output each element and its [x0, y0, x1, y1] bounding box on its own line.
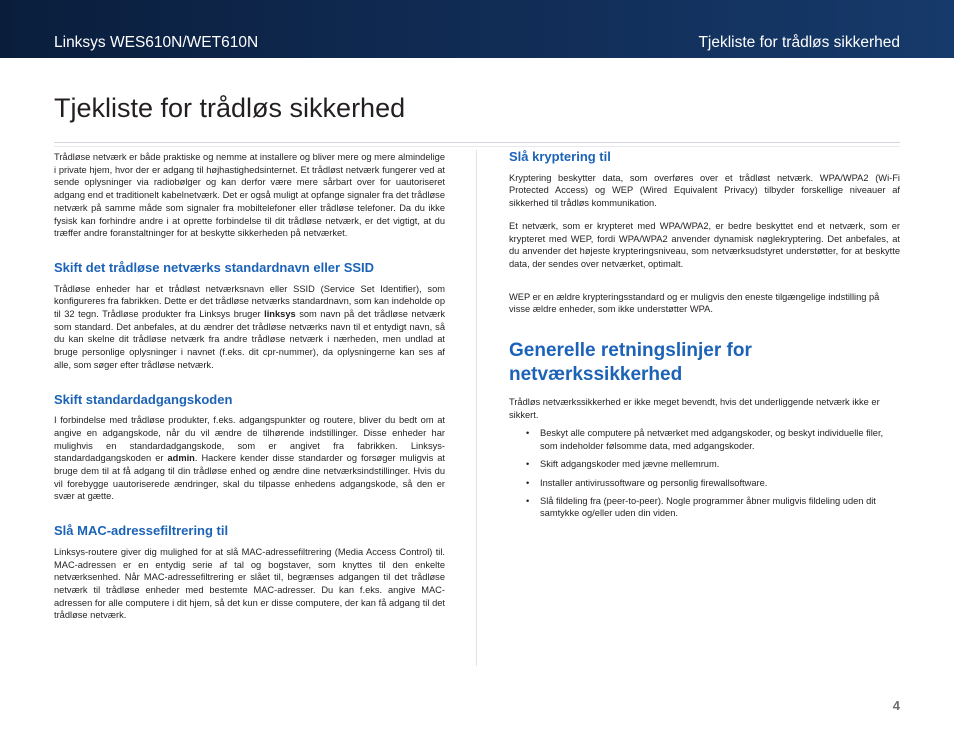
encryption-paragraph-2: Et netværk, som er krypteret med WPA/WPA2, er bedre beskyttet end et netværk, som er krypteret med WEP, fordi WPA/WPA2 anvender dynamisk nøglekryptering. Det anbefales, at du anvender det højeste krypteringsniveau, som netværksudstyret understøtter, for at beskytte data, der sendes over netværket, optimalt.	[509, 220, 900, 269]
section-name: Tjekliste for trådløs sikkerhed	[698, 34, 900, 51]
encryption-heading: Slå kryptering til	[509, 149, 611, 164]
general-intro-paragraph: Trådløs netværkssikkerhed er ikke meget bevendt, hvis det underliggende netværk ikke er sikkert.	[509, 397, 880, 420]
list-item-text: Slå fildeling fra (peer-to-peer). Nogle programmer åbner muligvis fildeling uden dit samtykke og/eller uden din viden.	[540, 495, 876, 519]
intro-paragraph: Trådløse netværk er både praktiske og nemme at installere og bliver mere og mere almindelige i private hjem, hvor der er adgang til højhastighedsinternet. Et trådløst netværk fungerer ved at sende oplysninger via radiobølger og kan derfor være mere sårbart over for uautoriseret adgang end et traditionelt kabelnetværk. Det er også muligt at opfange signaler fra det trådløse netværk på samme måde som signaler fra mobiltelefoner eller trådløse telefoner. Da du ikke fysisk kan forhindre andre i at oprette forbindelse til dit trådløse netværk, er det vigtigt, at du træffer andre foranstaltninger for at beskytte sikkerheden på netværket.	[54, 152, 445, 239]
guideline-list	[509, 427, 900, 520]
encryption-paragraph-1: Kryptering beskytter data, som overføres over et trådløst netværk. WPA/WPA2 (Wi-Fi Protected Access) og WEP (Wired Equivalent Privacy) tilbyder forskellige niveauer af sikkerhed til trådløs kommunikation.	[509, 172, 900, 209]
ssid-text-part2: som navn på det trådløse netværk som standard. Det anbefales, at du ændrer det trådløse netværks navn til et entydigt navn, så du kan skelne dit trådløse netværk fra andre trådløse netværk i nærheden, men undlad at bruge personlige oplysninger i navnet (f.eks. dit cpr-nummer), da oplysningerne kan ses af alle, som søger efter trådløse netværk.	[54, 309, 446, 370]
title-divider	[54, 142, 900, 143]
list-item	[509, 458, 900, 471]
mac-filter-heading: Slå MAC-adressefiltrering til	[54, 523, 229, 539]
page-number: 4	[892, 698, 900, 713]
title-divider-secondary	[54, 146, 900, 147]
bullet-icon: •	[526, 495, 530, 506]
page-header	[0, 0, 954, 58]
list-item-text: Skift adgangskoder med jævne mellemrum.	[540, 459, 720, 470]
default-password: admin	[167, 453, 195, 464]
product-name: Linksys WES610N/WET610N	[54, 34, 259, 51]
left-column	[54, 151, 445, 632]
encryption-paragraph-3: WEP er en ældre krypteringsstandard og er muligvis den eneste tilgængelige indstilling på visse ældre enheder, som ikke understøtter WPA.	[509, 291, 880, 315]
list-item-text: Beskyt alle computere på netværket med adgangskoder, og beskyt individuelle filer, som indeholder følsomme data, med adgangskoder.	[540, 428, 884, 452]
password-text-part1: I forbindelse med trådløse produkter, f.eks. adgangspunkter og routere, bliver du bedt om at angive en adgangskode, når du vil ændre de tilhørende indstillinger. Disse enheder har mulighvis en standardadgangskode, som er angivet fra fabrikken. Linksys-standardadgangskoden er	[54, 415, 445, 464]
list-item	[509, 495, 900, 520]
right-column	[509, 151, 900, 526]
general-guidelines-heading: Generelle retningslinjer for netværkssikkerhed	[509, 340, 752, 386]
password-paragraph	[54, 414, 445, 503]
page-title: Tjekliste for trådløs sikkerhed	[54, 93, 406, 123]
password-heading: Skift standardadgangskoden	[54, 391, 233, 407]
bullet-icon: •	[526, 477, 530, 488]
ssid-default-name: linksys	[264, 309, 296, 320]
list-item	[509, 427, 900, 452]
ssid-paragraph	[54, 283, 445, 372]
ssid-heading: Skift det trådløse netværks standardnavn eller SSID	[54, 259, 375, 275]
password-text-part2: . Hackere kender disse standarder og forsøger muligvis at bruge dem til at få adgang til din trådløse enhed og ændre dine netværksindstillinger. Hvis du vil forebygge uautoriserede ændringer, skal du tilpasse enhedens adgangskode, så den er svær at gætte.	[54, 453, 445, 502]
bullet-icon: •	[526, 428, 530, 439]
ssid-text-part1: Trådløse enheder har et trådløst netværksnavn eller SSID (Service Set Identifier), som konfigureres fra fabrikken. Dette er det trådløse netværks standardnavn, som kan indeholde op til 32 tegn. Trådløse produkter fra Linksys bruger	[54, 283, 445, 320]
list-item	[509, 477, 900, 490]
bullet-icon: •	[526, 459, 530, 470]
list-item-text: Installer antivirussoftware og personlig firewallsoftware.	[540, 477, 768, 488]
column-divider	[476, 150, 477, 666]
mac-filter-paragraph: Linksys-routere giver dig mulighed for at slå MAC-adressefiltrering (Media Access Control) til. MAC-adressen er en entydig serie af tal og bogstaver, som knyttes til den enkelte netværksenhed. Når MAC-adressefiltrering er slået til, begrænses adgangen til det trådløse netværk til trådløse enheder med bestemte MAC-adresser. Du kan f.eks. angive MAC-adressen for alle computere i dit hjem, så det kun er disse computere, der kan få adgang til det trådløse netværk.	[54, 546, 445, 621]
